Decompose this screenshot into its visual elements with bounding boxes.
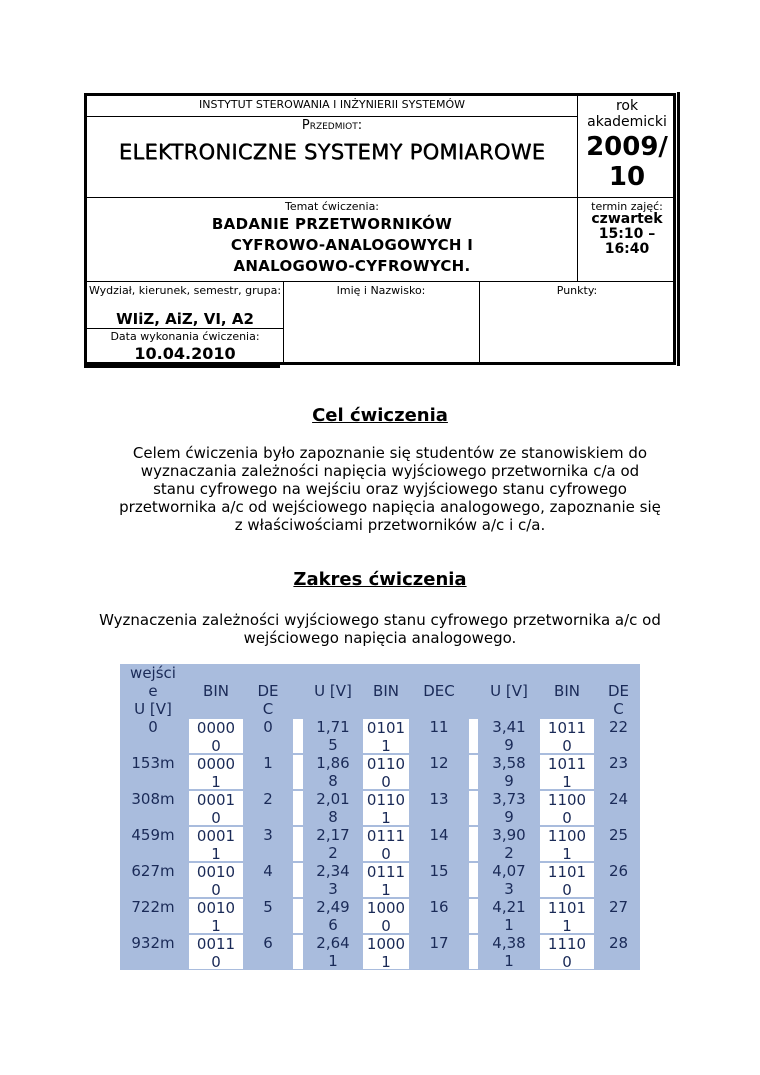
table-cell-dec3: 24 [597,790,640,826]
table-cell-bin1: 0010 0 [189,863,243,897]
table-cell-bin1: 0000 0 [189,719,243,753]
table-cell-u2: 2,01 8 [306,790,360,826]
header-gap-2 [466,664,481,718]
header-dec-2: DEC [412,664,466,718]
table-cell-u2: 1,86 8 [306,754,360,790]
table-gap-cell [293,719,303,753]
table-cell-dec1: 1 [246,754,290,790]
table-cell-u2: 1,71 5 [306,718,360,754]
table-cell-bin2: 0110 1 [363,791,409,825]
faculty-label: Wydział, kierunek, semestr, grupa: [88,284,282,297]
table-cell-u3: 4,07 3 [481,862,537,898]
subject-label: Przedmiot: [301,118,363,133]
table-cell-u2: 2,17 2 [306,826,360,862]
header-shadow [677,92,680,366]
table-cell-dec3: 22 [597,718,640,754]
table-cell-u1: 627m [120,862,186,898]
table-cell-dec1: 2 [246,790,290,826]
table-cell-u2: 2,49 6 [306,898,360,934]
table-cell-bin3: 1100 0 [540,791,594,825]
table-cell-u1: 308m [120,790,186,826]
table-cell-bin1: 0010 1 [189,899,243,933]
table-cell-bin3: 1011 1 [540,755,594,789]
table-cell-dec1: 0 [246,718,290,754]
header-dec-3: DE C [597,664,640,718]
table-cell-u3: 4,38 1 [481,934,537,970]
header-shadow-bottom [84,365,280,368]
topic-title: BADANIE PRZETWORNIKÓW CYFROWO-ANALOGOWYCH I ANALOGOWO-CYFROWYCH. [211,215,474,275]
table-cell-u1: 153m [120,754,186,790]
table-cell-dec3: 25 [597,826,640,862]
table-gap-cell [293,791,303,825]
header-input-voltage: wejści e U [V] [120,664,186,718]
table-gap-cell [469,899,478,933]
table-cell-u1: 459m [120,826,186,862]
table-cell-dec3: 26 [597,862,640,898]
table-cell-dec2: 16 [412,898,466,934]
table-gap-cell [469,935,478,969]
table-cell-u2: 2,64 1 [306,934,360,970]
table-gap-cell [469,827,478,861]
goal-paragraph: Celem ćwiczenia było zapoznanie się studentów ze stanowiskiem do wyznaczania zależności napięcia wyjściowego przetwornika c/a od stanu cyfrowego na wejściu oraz wyjściowego stanu cyfrowego przetwornika a/c od wejściowego napięcia analogowego, zapoznanie się z właściwościami przetworników a/c i c/a. [119,444,661,534]
table-gap-cell [293,863,303,897]
academic-year-label: rok akademicki [587,98,667,130]
table-cell-dec2: 17 [412,934,466,970]
table-cell-dec2: 15 [412,862,466,898]
table-cell-bin1: 0000 1 [189,755,243,789]
table-gap-cell [293,755,303,789]
table-cell-dec2: 11 [412,718,466,754]
report-header [84,93,676,365]
table-cell-dec3: 23 [597,754,640,790]
table-gap-cell [469,755,478,789]
table-cell-u3: 3,73 9 [481,790,537,826]
table-cell-u3: 3,58 9 [481,754,537,790]
table-cell-bin3: 1110 0 [540,935,594,969]
goal-heading: Cel ćwiczenia [312,405,448,426]
table-cell-dec3: 28 [597,934,640,970]
table-cell-u3: 4,21 1 [481,898,537,934]
table-cell-bin2: 0111 1 [363,863,409,897]
table-cell-u3: 3,41 9 [481,718,537,754]
table-cell-dec3: 27 [597,898,640,934]
table-cell-dec1: 6 [246,934,290,970]
term-value: czwartek 15:10 – 16:40 [591,211,663,257]
table-cell-u2: 2,34 3 [306,862,360,898]
scope-heading: Zakres ćwiczenia [293,569,467,590]
points-label: Punkty: [556,284,598,297]
header-bin-1: BIN [186,664,246,718]
table-gap-cell [469,791,478,825]
table-cell-bin2: 1000 0 [363,899,409,933]
table-cell-dec2: 13 [412,790,466,826]
header-gap-1 [290,664,306,718]
table-cell-bin1: 0011 0 [189,935,243,969]
table-cell-dec1: 3 [246,826,290,862]
table-cell-bin2: 0110 0 [363,755,409,789]
academic-year: 2009/ 10 [586,132,668,192]
table-cell-bin3: 1011 0 [540,719,594,753]
table-cell-dec2: 14 [412,826,466,862]
date-label: Data wykonania ćwiczenia: [110,330,260,343]
table-gap-cell [293,935,303,969]
subject-title: ELEKTRONICZNE SYSTEMY POMIAROWE [118,140,546,164]
table-cell-bin2: 0101 1 [363,719,409,753]
table-gap-cell [469,863,478,897]
header-u-2: U [V] [306,664,360,718]
table-cell-bin3: 1100 1 [540,827,594,861]
table-cell-bin1: 0001 0 [189,791,243,825]
table-cell-bin1: 0001 1 [189,827,243,861]
header-dec-1: DE C [246,664,290,718]
table-cell-dec1: 5 [246,898,290,934]
table-cell-dec2: 12 [412,754,466,790]
term-label: termin zajęć: [591,200,663,213]
table-gap-cell [293,827,303,861]
name-label: Imię i Nazwisko: [336,284,426,297]
topic-label: Temat ćwiczenia: [284,200,380,213]
institute-name: INSTYTUT STEROWANIA I INŻYNIERII SYSTEMÓW [198,98,466,111]
table-cell-dec1: 4 [246,862,290,898]
table-gap-cell [469,719,478,753]
table-cell-bin3: 1101 0 [540,863,594,897]
table-cell-u3: 3,90 2 [481,826,537,862]
date-value: 10.04.2010 [134,344,236,363]
table-cell-bin3: 1101 1 [540,899,594,933]
scope-paragraph: Wyznaczenia zależności wyjściowego stanu cyfrowego przetwornika a/c od wejściowego napięcia analogowego. [99,611,661,647]
header-u-3: U [V] [481,664,537,718]
faculty-value: WIiZ, AiZ, VI, A2 [116,310,254,328]
conversion-table [120,664,640,970]
table-cell-u1: 722m [120,898,186,934]
table-cell-u1: 932m [120,934,186,970]
header-bin-3: BIN [537,664,597,718]
table-cell-u1: 0 [120,718,186,754]
table-cell-bin2: 1000 1 [363,935,409,969]
table-gap-cell [293,899,303,933]
header-bin-2: BIN [360,664,412,718]
table-cell-bin2: 0111 0 [363,827,409,861]
